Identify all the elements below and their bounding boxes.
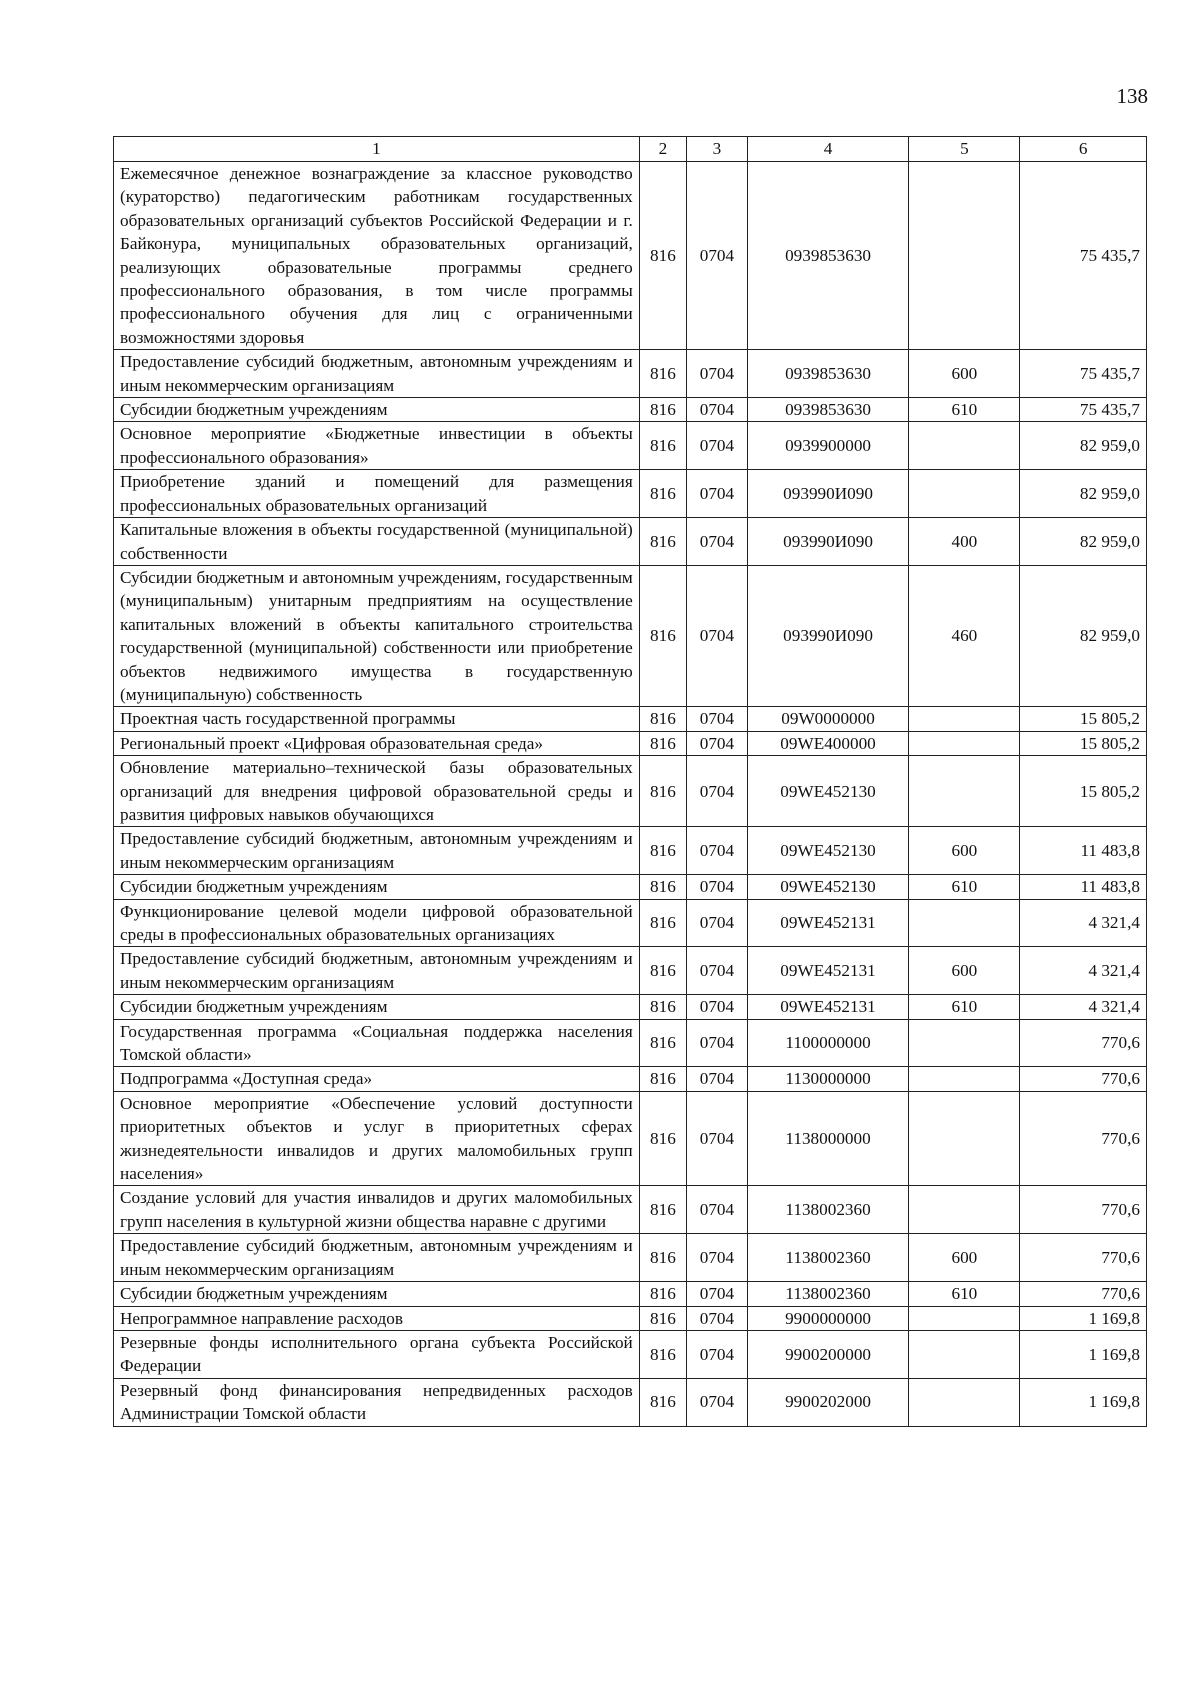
table-row	[114, 731, 1147, 755]
item-name: Субсидии бюджетным учреждениям	[114, 1282, 640, 1306]
item-name: Приобретение зданий и помещений для размещения профессиональных образовательных организаций	[114, 470, 640, 518]
ministry-code: 816	[639, 995, 686, 1019]
ministry-code: 816	[639, 1330, 686, 1378]
expense-type-code	[909, 1067, 1020, 1091]
item-name: Капитальные вложения в объекты государственной (муниципальной) собственности	[114, 518, 640, 566]
amount: 82 959,0	[1020, 518, 1147, 566]
item-name: Резервные фонды исполнительного органа субъекта Российской Федерации	[114, 1330, 640, 1378]
item-name: Основное мероприятие «Бюджетные инвестиции в объекты профессионального образования»	[114, 422, 640, 470]
item-name: Обновление материально–технической базы образовательных организаций для внедрения цифровой образовательной среды и развития цифровых навыков обучающихся	[114, 756, 640, 827]
ministry-code: 816	[639, 398, 686, 422]
ministry-code: 816	[639, 827, 686, 875]
table-row	[114, 1282, 1147, 1306]
ministry-code: 816	[639, 1282, 686, 1306]
item-name: Предоставление субсидий бюджетным, автономным учреждениям и иным некоммерческим организациям	[114, 1234, 640, 1282]
section-code: 0704	[687, 350, 748, 398]
expense-type-code	[909, 731, 1020, 755]
amount: 1 169,8	[1020, 1330, 1147, 1378]
column-header-6: 6	[1020, 137, 1147, 162]
amount: 770,6	[1020, 1091, 1147, 1186]
target-article-code: 0939853630	[747, 398, 909, 422]
target-article-code: 1138002360	[747, 1186, 909, 1234]
ministry-code: 816	[639, 1234, 686, 1282]
column-header-3: 3	[687, 137, 748, 162]
column-header-1: 1	[114, 137, 640, 162]
target-article-code: 0939853630	[747, 350, 909, 398]
amount: 82 959,0	[1020, 422, 1147, 470]
expense-type-code	[909, 1330, 1020, 1378]
section-code: 0704	[687, 1282, 748, 1306]
expense-type-code: 610	[909, 995, 1020, 1019]
section-code: 0704	[687, 162, 748, 350]
expense-type-code	[909, 422, 1020, 470]
expense-type-code: 610	[909, 1282, 1020, 1306]
table-row	[114, 422, 1147, 470]
target-article-code: 093990И090	[747, 565, 909, 706]
table-row	[114, 1330, 1147, 1378]
section-code: 0704	[687, 470, 748, 518]
target-article-code: 09WE452130	[747, 756, 909, 827]
expense-type-code	[909, 756, 1020, 827]
section-code: 0704	[687, 875, 748, 899]
section-code: 0704	[687, 899, 748, 947]
item-name: Субсидии бюджетным учреждениям	[114, 398, 640, 422]
item-name: Субсидии бюджетным учреждениям	[114, 995, 640, 1019]
target-article-code: 09WE452131	[747, 995, 909, 1019]
table-row	[114, 518, 1147, 566]
section-code: 0704	[687, 398, 748, 422]
budget-table	[113, 136, 1147, 1427]
column-header-2: 2	[639, 137, 686, 162]
amount: 11 483,8	[1020, 875, 1147, 899]
amount: 15 805,2	[1020, 756, 1147, 827]
column-header-5: 5	[909, 137, 1020, 162]
section-code: 0704	[687, 1378, 748, 1426]
table-row	[114, 1091, 1147, 1186]
target-article-code: 09WE452130	[747, 827, 909, 875]
table-header	[114, 137, 1147, 162]
amount: 4 321,4	[1020, 947, 1147, 995]
expense-type-code	[909, 470, 1020, 518]
amount: 1 169,8	[1020, 1378, 1147, 1426]
item-name: Создание условий для участия инвалидов и других маломобильных групп населения в культурной жизни общества наравне с другими	[114, 1186, 640, 1234]
item-name: Функционирование целевой модели цифровой образовательной среды в профессиональных образовательных организациях	[114, 899, 640, 947]
table-row	[114, 1019, 1147, 1067]
column-header-4: 4	[747, 137, 909, 162]
ministry-code: 816	[639, 1378, 686, 1426]
section-code: 0704	[687, 518, 748, 566]
target-article-code: 9900000000	[747, 1306, 909, 1330]
expense-type-code: 610	[909, 398, 1020, 422]
amount: 11 483,8	[1020, 827, 1147, 875]
amount: 770,6	[1020, 1282, 1147, 1306]
expense-type-code	[909, 162, 1020, 350]
ministry-code: 816	[639, 875, 686, 899]
item-name: Предоставление субсидий бюджетным, автономным учреждениям и иным некоммерческим организациям	[114, 350, 640, 398]
target-article-code: 1130000000	[747, 1067, 909, 1091]
table-row	[114, 875, 1147, 899]
item-name: Региональный проект «Цифровая образовательная среда»	[114, 731, 640, 755]
target-article-code: 0939853630	[747, 162, 909, 350]
target-article-code: 0939900000	[747, 422, 909, 470]
item-name: Предоставление субсидий бюджетным, автономным учреждениям и иным некоммерческим организациям	[114, 827, 640, 875]
section-code: 0704	[687, 1091, 748, 1186]
table-row	[114, 470, 1147, 518]
target-article-code: 1100000000	[747, 1019, 909, 1067]
item-name: Субсидии бюджетным учреждениям	[114, 875, 640, 899]
target-article-code: 09WE452130	[747, 875, 909, 899]
amount: 770,6	[1020, 1067, 1147, 1091]
amount: 4 321,4	[1020, 995, 1147, 1019]
expense-type-code: 400	[909, 518, 1020, 566]
expense-type-code: 600	[909, 827, 1020, 875]
section-code: 0704	[687, 1306, 748, 1330]
section-code: 0704	[687, 995, 748, 1019]
expense-type-code	[909, 707, 1020, 731]
table-row	[114, 162, 1147, 350]
section-code: 0704	[687, 1234, 748, 1282]
item-name: Подпрограмма «Доступная среда»	[114, 1067, 640, 1091]
item-name: Основное мероприятие «Обеспечение условий доступности приоритетных объектов и услуг в приоритетных сферах жизнедеятельности инвалидов и других маломобильных групп населения»	[114, 1091, 640, 1186]
table-row	[114, 1234, 1147, 1282]
expense-type-code	[909, 1091, 1020, 1186]
item-name: Государственная программа «Социальная поддержка населения Томской области»	[114, 1019, 640, 1067]
ministry-code: 816	[639, 162, 686, 350]
amount: 770,6	[1020, 1186, 1147, 1234]
ministry-code: 816	[639, 565, 686, 706]
amount: 82 959,0	[1020, 470, 1147, 518]
item-name: Непрограммное направление расходов	[114, 1306, 640, 1330]
target-article-code: 1138002360	[747, 1234, 909, 1282]
item-name: Предоставление субсидий бюджетным, автономным учреждениям и иным некоммерческим организациям	[114, 947, 640, 995]
target-article-code: 09WE452131	[747, 947, 909, 995]
section-code: 0704	[687, 1019, 748, 1067]
ministry-code: 816	[639, 470, 686, 518]
table-row	[114, 350, 1147, 398]
target-article-code: 9900200000	[747, 1330, 909, 1378]
expense-type-code	[909, 1306, 1020, 1330]
table-row	[114, 899, 1147, 947]
table-body	[114, 162, 1147, 1427]
expense-type-code: 460	[909, 565, 1020, 706]
expense-type-code: 600	[909, 1234, 1020, 1282]
table-row	[114, 1067, 1147, 1091]
ministry-code: 816	[639, 707, 686, 731]
header-row	[114, 137, 1147, 162]
ministry-code: 816	[639, 947, 686, 995]
ministry-code: 816	[639, 1186, 686, 1234]
amount: 770,6	[1020, 1019, 1147, 1067]
section-code: 0704	[687, 1186, 748, 1234]
section-code: 0704	[687, 565, 748, 706]
amount: 15 805,2	[1020, 707, 1147, 731]
target-article-code: 9900202000	[747, 1378, 909, 1426]
amount: 770,6	[1020, 1234, 1147, 1282]
section-code: 0704	[687, 827, 748, 875]
section-code: 0704	[687, 731, 748, 755]
section-code: 0704	[687, 756, 748, 827]
table-row	[114, 1306, 1147, 1330]
expense-type-code: 600	[909, 947, 1020, 995]
ministry-code: 816	[639, 518, 686, 566]
expense-type-code	[909, 1378, 1020, 1426]
target-article-code: 1138002360	[747, 1282, 909, 1306]
table-row	[114, 995, 1147, 1019]
amount: 4 321,4	[1020, 899, 1147, 947]
expense-type-code: 600	[909, 350, 1020, 398]
amount: 75 435,7	[1020, 162, 1147, 350]
table-row	[114, 565, 1147, 706]
table-row	[114, 1186, 1147, 1234]
amount: 1 169,8	[1020, 1306, 1147, 1330]
amount: 15 805,2	[1020, 731, 1147, 755]
section-code: 0704	[687, 1330, 748, 1378]
amount: 75 435,7	[1020, 350, 1147, 398]
target-article-code: 1138000000	[747, 1091, 909, 1186]
amount: 75 435,7	[1020, 398, 1147, 422]
ministry-code: 816	[639, 350, 686, 398]
section-code: 0704	[687, 422, 748, 470]
expense-type-code: 610	[909, 875, 1020, 899]
page-number: 138	[1116, 84, 1148, 108]
ministry-code: 816	[639, 899, 686, 947]
table-row	[114, 947, 1147, 995]
item-name: Субсидии бюджетным и автономным учреждениям, государственным (муниципальным) унитарным предприятиям на осуществление капитальных вложений в объекты капитального строительства государственной (муниципальной) собственности или приобретение объектов недвижимого имущества в государственную (муниципальную) собственность	[114, 565, 640, 706]
table-row	[114, 827, 1147, 875]
ministry-code: 816	[639, 1306, 686, 1330]
section-code: 0704	[687, 947, 748, 995]
expense-type-code	[909, 1186, 1020, 1234]
table-row	[114, 1378, 1147, 1426]
expense-type-code	[909, 1019, 1020, 1067]
target-article-code: 09W0000000	[747, 707, 909, 731]
table-row	[114, 707, 1147, 731]
section-code: 0704	[687, 1067, 748, 1091]
amount: 82 959,0	[1020, 565, 1147, 706]
table-row	[114, 756, 1147, 827]
target-article-code: 093990И090	[747, 470, 909, 518]
target-article-code: 093990И090	[747, 518, 909, 566]
ministry-code: 816	[639, 1091, 686, 1186]
ministry-code: 816	[639, 756, 686, 827]
expense-type-code	[909, 899, 1020, 947]
item-name: Проектная часть государственной программы	[114, 707, 640, 731]
ministry-code: 816	[639, 422, 686, 470]
ministry-code: 816	[639, 1019, 686, 1067]
item-name: Ежемесячное денежное вознаграждение за классное руководство (кураторство) педагогическим работникам государственных образовательных организаций субъектов Российской Федерации и г. Байконура, муниципальных образовательных организаций, реализующих образовательные программы среднего профессионального образования, в том числе программы профессионального обучения для лиц с ограниченными возможностями здоровья	[114, 162, 640, 350]
table-row	[114, 398, 1147, 422]
target-article-code: 09WE400000	[747, 731, 909, 755]
ministry-code: 816	[639, 1067, 686, 1091]
item-name: Резервный фонд финансирования непредвиденных расходов Администрации Томской области	[114, 1378, 640, 1426]
target-article-code: 09WE452131	[747, 899, 909, 947]
section-code: 0704	[687, 707, 748, 731]
ministry-code: 816	[639, 731, 686, 755]
